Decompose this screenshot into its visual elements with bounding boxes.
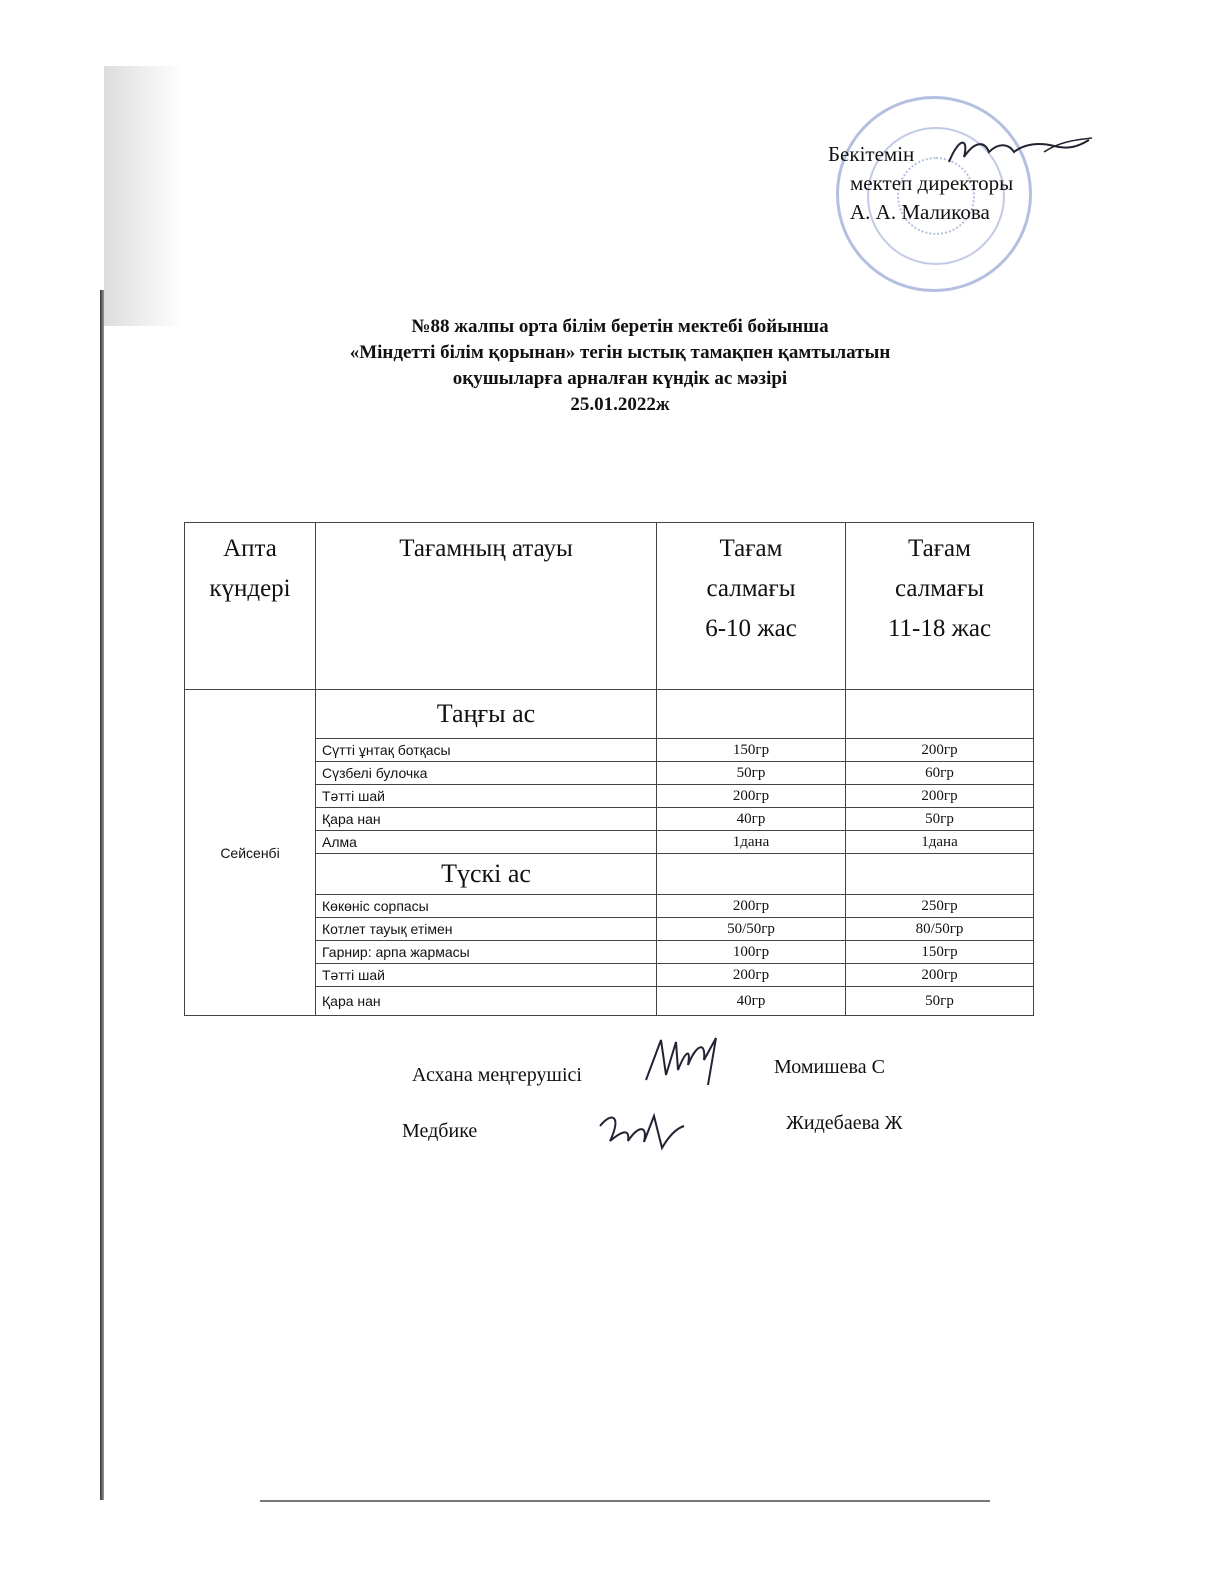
table-row: Тәтті шай 200гр 200гр <box>185 785 1034 808</box>
header-weight-6-10 <box>657 523 846 690</box>
nurse-label: Медбике <box>402 1120 478 1142</box>
table-row: Қара нан 40гр 50гр <box>185 808 1034 831</box>
table-header-row <box>185 523 1034 690</box>
header-weight-11-18 <box>846 523 1034 690</box>
table-row: Котлет тауық етімен 50/50гр 80/50гр <box>185 918 1034 941</box>
canteen-manager-name: Момишева С <box>774 1056 885 1078</box>
header-w2-line2: салмағы <box>895 575 984 602</box>
nurse-name: Жидебаева Ж <box>786 1112 903 1134</box>
header-w2-line3: 11-18 жас <box>887 615 992 642</box>
header-day <box>185 523 316 690</box>
approval-line-3: А. А. Маликова <box>850 200 990 224</box>
table-row: Көкөніс сорпасы 200гр 250гр <box>185 895 1034 918</box>
table-row: Сүзбелі булочка 50гр 60гр <box>185 762 1034 785</box>
breakfast-label-row <box>185 690 1034 739</box>
approval-line-2: мектеп директоры <box>850 171 1014 195</box>
title-line-3: оқушыларға арналған күндік ас мәзірі <box>452 368 788 389</box>
approval-line-1: Бекітемін <box>828 142 915 166</box>
table-row: Алма 1дана 1дана <box>185 831 1034 854</box>
lunch-label: Түскі ас <box>316 854 657 895</box>
page-shadow <box>104 66 184 326</box>
header-w1-line3: 6-10 жас <box>705 615 797 642</box>
menu-table <box>184 522 1034 1016</box>
header-w1-line1: Тағам <box>719 535 783 562</box>
header-day-text: Апта күндері <box>209 535 291 602</box>
title-line-2: «Міндетті білім қорынан» тегін ыстық тамақпен қамтылатын <box>349 342 891 363</box>
page-edge-bottom <box>260 1500 990 1502</box>
table-row: Тәтті шай 200гр 200гр <box>185 964 1034 987</box>
title-line-1: №88 жалпы орта білім беретін мектебі бойынша <box>411 316 829 337</box>
table-row: Қара нан 40гр 50гр <box>185 987 1034 1016</box>
breakfast-label: Таңғы ас <box>316 690 657 739</box>
day-cell: Сейсенбі <box>185 690 316 1016</box>
table-row: Сүтті ұнтақ ботқасы 150гр 200гр <box>185 739 1034 762</box>
title-date: 25.01.2022ж <box>570 394 670 415</box>
document-title <box>240 314 1000 418</box>
header-name: Тағамның атауы <box>316 523 657 690</box>
table-row: Гарнир: арпа жармасы 100гр 150гр <box>185 941 1034 964</box>
canteen-manager-label: Асхана меңгерушісі <box>412 1064 582 1086</box>
director-signature <box>944 132 1094 172</box>
nurse-signature <box>592 1106 688 1156</box>
canteen-manager-signature <box>636 1030 736 1090</box>
header-w1-line2: салмағы <box>706 575 796 602</box>
page-edge-left <box>100 290 104 1500</box>
header-w2-line1: Тағам <box>908 535 971 562</box>
